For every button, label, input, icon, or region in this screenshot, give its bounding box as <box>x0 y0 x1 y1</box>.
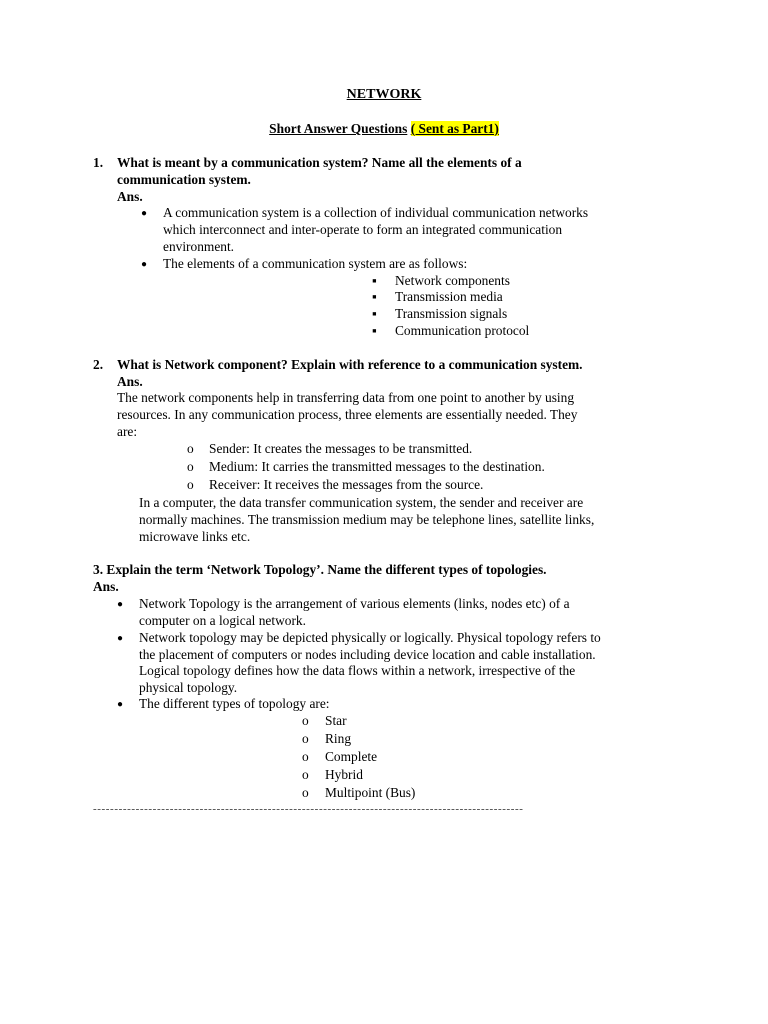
q1-element-marker: ▪ <box>372 323 377 338</box>
q1-element-marker: ▪ <box>372 273 377 288</box>
q3-bullet2-line2: the placement of computers or nodes including device location and cable installation. <box>139 647 596 662</box>
q2-item: Sender: It creates the messages to be transmitted. <box>209 441 473 456</box>
q1-number: 1. <box>93 155 104 170</box>
q1-element-item: Transmission media <box>395 289 503 304</box>
q1-question-line1: What is meant by a communication system? Name all the elements of a <box>117 155 522 170</box>
q3-bullet3-marker: ● <box>117 699 124 710</box>
q2-item-marker: o <box>187 477 194 492</box>
q3-type-marker: o <box>302 785 309 800</box>
document-title: NETWORK <box>346 87 422 102</box>
q2-item: Receiver: It receives the messages from the source. <box>209 477 484 492</box>
q3-bullet3: The different types of topology are: <box>139 696 330 711</box>
q1-bullet1-line2: which interconnect and inter-operate to form an integrated communication <box>163 222 563 237</box>
q3-bullet1-marker: ● <box>117 599 124 610</box>
q3-type-item: Complete <box>325 749 378 764</box>
q2-para2-line1: In a computer, the data transfer communication system, the sender and receiver are <box>139 495 584 510</box>
q2-question-line1: What is Network component? Explain with reference to a communication system. <box>117 357 583 372</box>
q3-bullet2-line1: Network topology may be depicted physically or logically. Physical topology refers to <box>139 630 601 645</box>
q1-element-item: Communication protocol <box>395 323 530 338</box>
section-divider: ----------------------------------------------------------------------------------------------------- <box>93 803 524 815</box>
q3-bullet2-line4: physical topology. <box>139 680 238 695</box>
q3-bullet1-line2: computer on a logical network. <box>139 613 306 628</box>
q2-item-marker: o <box>187 441 194 456</box>
q3-type-item: Star <box>325 713 347 728</box>
q1-element-item: Network components <box>395 273 510 288</box>
q3-type-marker: o <box>302 767 309 782</box>
q3-type-marker: o <box>302 749 309 764</box>
q3-type-item: Ring <box>325 731 352 746</box>
q2-para2-line3: microwave links etc. <box>139 529 251 544</box>
q3-answer-label: Ans. <box>93 579 119 594</box>
subtitle-highlight: ( Sent as Part1) <box>410 121 499 136</box>
q1-element-item: Transmission signals <box>395 306 508 321</box>
q1-element-marker: ▪ <box>372 289 377 304</box>
q1-answer-label: Ans. <box>117 189 143 204</box>
q3-bullet1-line1: Network Topology is the arrangement of various elements (links, nodes etc) of a <box>139 596 570 611</box>
q3-type-item: Multipoint (Bus) <box>325 785 416 800</box>
q1-bullet1-line1: A communication system is a collection of individual communication networks <box>163 205 589 220</box>
q2-number: 2. <box>93 357 104 372</box>
q2-para1-line3: are: <box>117 424 138 439</box>
subtitle-main: Short Answer Questions <box>269 121 408 136</box>
q2-para1-line2: resources. In any communication process, three elements are essentially needed. They <box>117 407 578 422</box>
q1-question-line2: communication system. <box>117 172 251 187</box>
q1-bullet1-line3: environment. <box>163 239 235 254</box>
q1-bullet2: The elements of a communication system are as follows: <box>163 256 468 271</box>
q2-answer-label: Ans. <box>117 374 143 389</box>
q1-bullet2-marker: ● <box>141 259 148 270</box>
q3-type-marker: o <box>302 731 309 746</box>
q3-type-marker: o <box>302 713 309 728</box>
document-subtitle <box>0 121 768 138</box>
q3-bullet2-line3: Logical topology defines how the data flows within a network, irrespective of the <box>139 663 576 678</box>
q3-type-item: Hybrid <box>325 767 363 782</box>
q3-question-line1: 3. Explain the term ‘Network Topology’. Name the different types of topologies. <box>93 562 547 577</box>
q2-para2-line2: normally machines. The transmission medium may be telephone lines, satellite links, <box>139 512 595 527</box>
q2-para1-line1: The network components help in transferring data from one point to another by using <box>117 390 575 405</box>
q1-bullet1-marker: ● <box>141 208 148 219</box>
q2-item: Medium: It carries the transmitted messages to the destination. <box>209 459 545 474</box>
q2-item-marker: o <box>187 459 194 474</box>
q1-element-marker: ▪ <box>372 306 377 321</box>
q3-bullet2-marker: ● <box>117 633 124 644</box>
